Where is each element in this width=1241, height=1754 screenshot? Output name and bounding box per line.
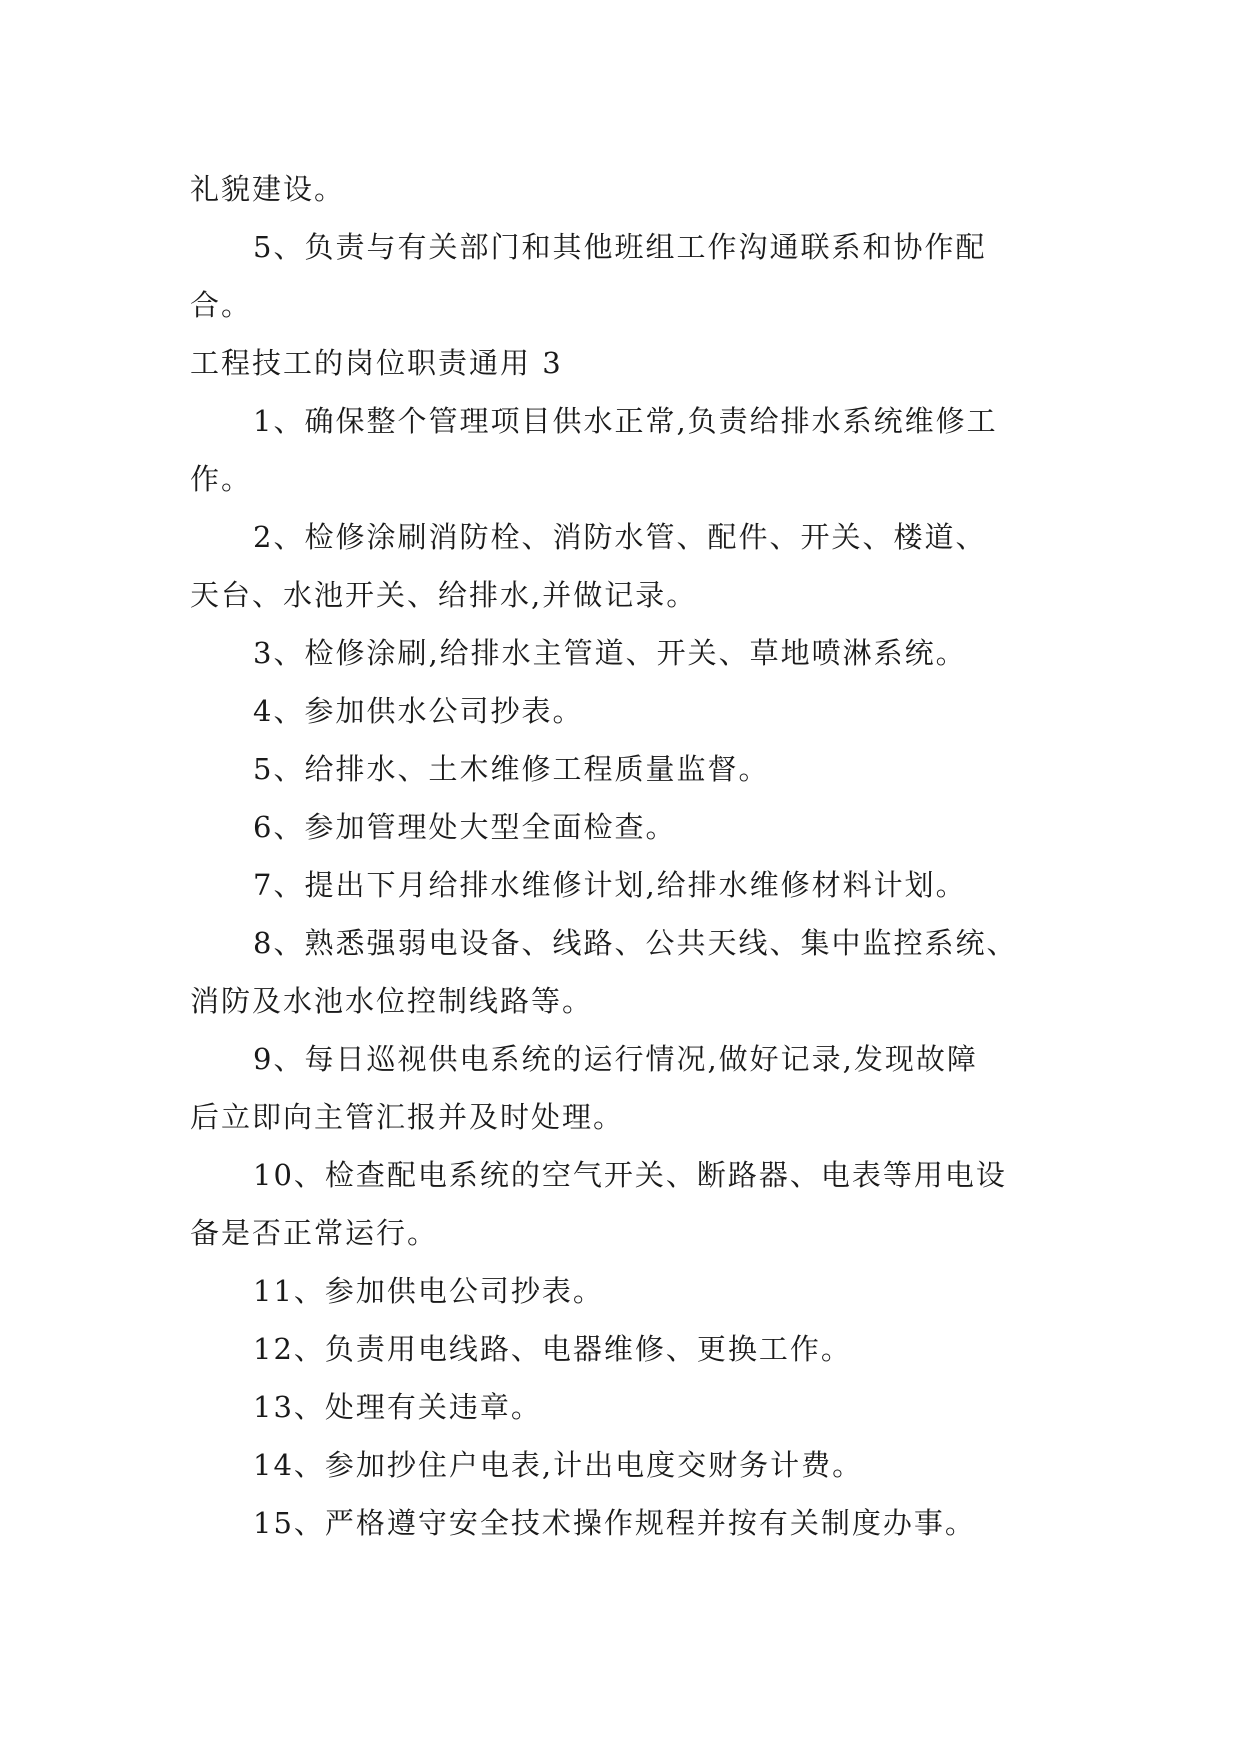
text-line: 8、熟悉强弱电设备、线路、公共天线、集中监控系统、 — [253, 926, 1018, 960]
text-line: 天台、水池开关、给排水,并做记录。 — [190, 578, 698, 612]
text-line: 5、负责与有关部门和其他班组工作沟通联系和协作配 — [253, 230, 987, 264]
text-line: 13、处理有关违章。 — [253, 1390, 542, 1424]
text-line: 3、检修涂刷,给排水主管道、开关、草地喷淋系统。 — [253, 636, 967, 670]
document-body — [190, 160, 1070, 1552]
text-line: 2、检修涂刷消防栓、消防水管、配件、开关、楼道、 — [253, 520, 987, 554]
text-line: 作。 — [190, 462, 253, 496]
text-line: 后立即向主管汇报并及时处理。 — [190, 1100, 625, 1134]
text-line: 15、严格遵守安全技术操作规程并按有关制度办事。 — [253, 1506, 976, 1540]
text-line: 14、参加抄住户电表,计出电度交财务计费。 — [253, 1448, 864, 1482]
text-line: 9、每日巡视供电系统的运行情况,做好记录,发现故障 — [253, 1042, 978, 1076]
text-line: 礼貌建设。 — [190, 172, 346, 206]
text-line: 10、检查配电系统的空气开关、断路器、电表等用电设 — [253, 1158, 1007, 1192]
text-line: 5、给排水、土木维修工程质量监督。 — [253, 752, 770, 786]
text-line: 1、确保整个管理项目供水正常,负责给排水系统维修工 — [253, 404, 998, 438]
text-line: 4、参加供水公司抄表。 — [253, 694, 584, 728]
text-line: 7、提出下月给排水维修计划,给排水维修材料计划。 — [253, 868, 967, 902]
section-heading: 工程技工的岗位职责通用 3 — [190, 346, 563, 380]
text-line: 消防及水池水位控制线路等。 — [190, 984, 594, 1018]
text-line: 11、参加供电公司抄表。 — [253, 1274, 604, 1308]
text-line: 备是否正常运行。 — [190, 1216, 439, 1250]
text-line: 12、负责用电线路、电器维修、更换工作。 — [253, 1332, 852, 1366]
text-line: 6、参加管理处大型全面检查。 — [253, 810, 677, 844]
text-line: 合。 — [190, 288, 253, 322]
